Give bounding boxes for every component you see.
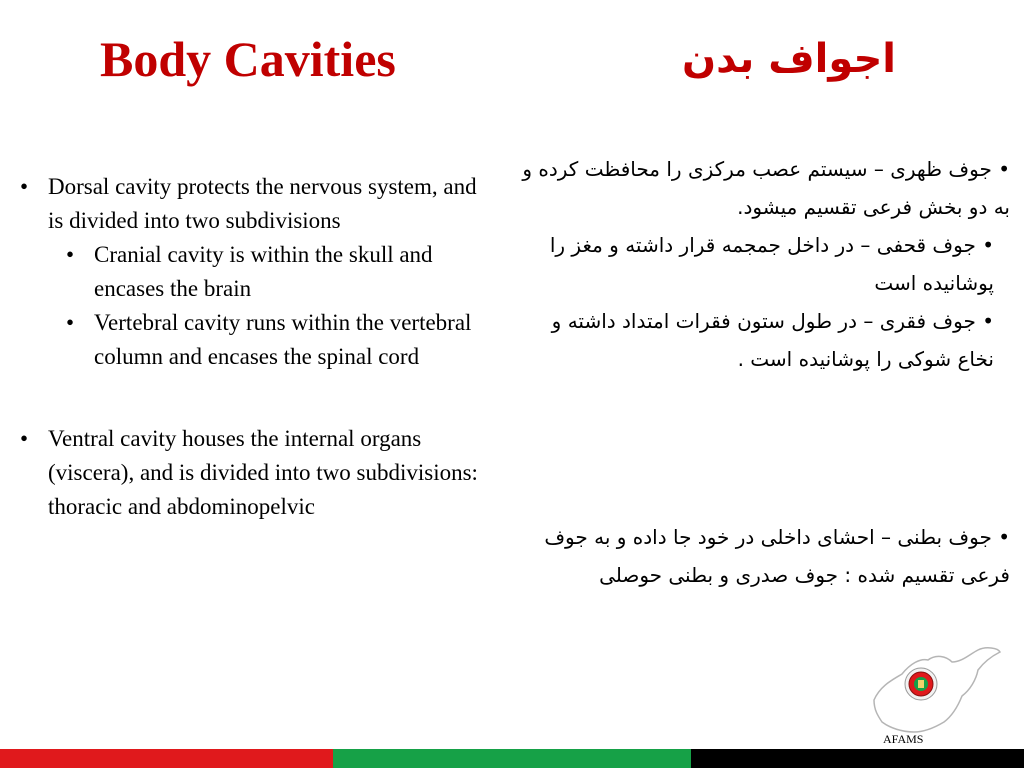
footer-bar-black: [691, 749, 1024, 768]
bullet-mark: •: [20, 426, 29, 451]
bullet-mark: •: [66, 310, 75, 335]
persian-cranial-text: • جوف قحفی – در داخل جمجمه قرار داشته و مغز را پوشانیده است: [549, 233, 994, 295]
persian-content: [510, 150, 1010, 378]
persian-dorsal-text: • جوف ظهری – سیستم عصب مرکزی را محافظت کرده و به دو بخش فرعی تقسیم میشود.: [522, 157, 1010, 219]
persian-vertebral-text: • جوف فقری – در طول ستون فقرات امتداد داشته و نخاع شوکی را پوشانیده است .: [551, 309, 994, 371]
footer-label: AFAMS: [883, 732, 924, 746]
persian-ventral-text: • جوف بطنی – احشای داخلی در خود جا داده و به جوف فرعی تقسیم شده : جوف صدری و بطنی حوصلی: [544, 525, 1010, 587]
page-title-persian: اجواف بدن: [682, 36, 896, 82]
bullet-mark: •: [20, 174, 29, 199]
ventral-text: Ventral cavity houses the internal organs (viscera), and is divided into two subdivisions: thoracic and abdominopelvic: [48, 426, 478, 519]
persian-content-ventral: [510, 518, 1010, 594]
footer-bar-red: [0, 749, 333, 768]
bullet-vertebral: [66, 306, 480, 374]
footer-bar-green: [333, 749, 691, 768]
bullet-cranial: [66, 238, 480, 306]
bullet-ventral: [20, 422, 480, 524]
english-content: [20, 170, 480, 524]
cranial-text: Cranial cavity is within the skull and encases the brain: [94, 242, 433, 301]
bullet-mark: •: [66, 242, 75, 267]
dorsal-text: Dorsal cavity protects the nervous system, and is divided into two subdivisions: [48, 174, 477, 233]
vertebral-text: Vertebral cavity runs within the vertebral column and encases the spinal cord: [94, 310, 472, 369]
bullet-dorsal: [20, 170, 480, 238]
afghanistan-map-emblem-icon: [866, 640, 1006, 736]
page-title-english: Body Cavities: [100, 31, 396, 87]
